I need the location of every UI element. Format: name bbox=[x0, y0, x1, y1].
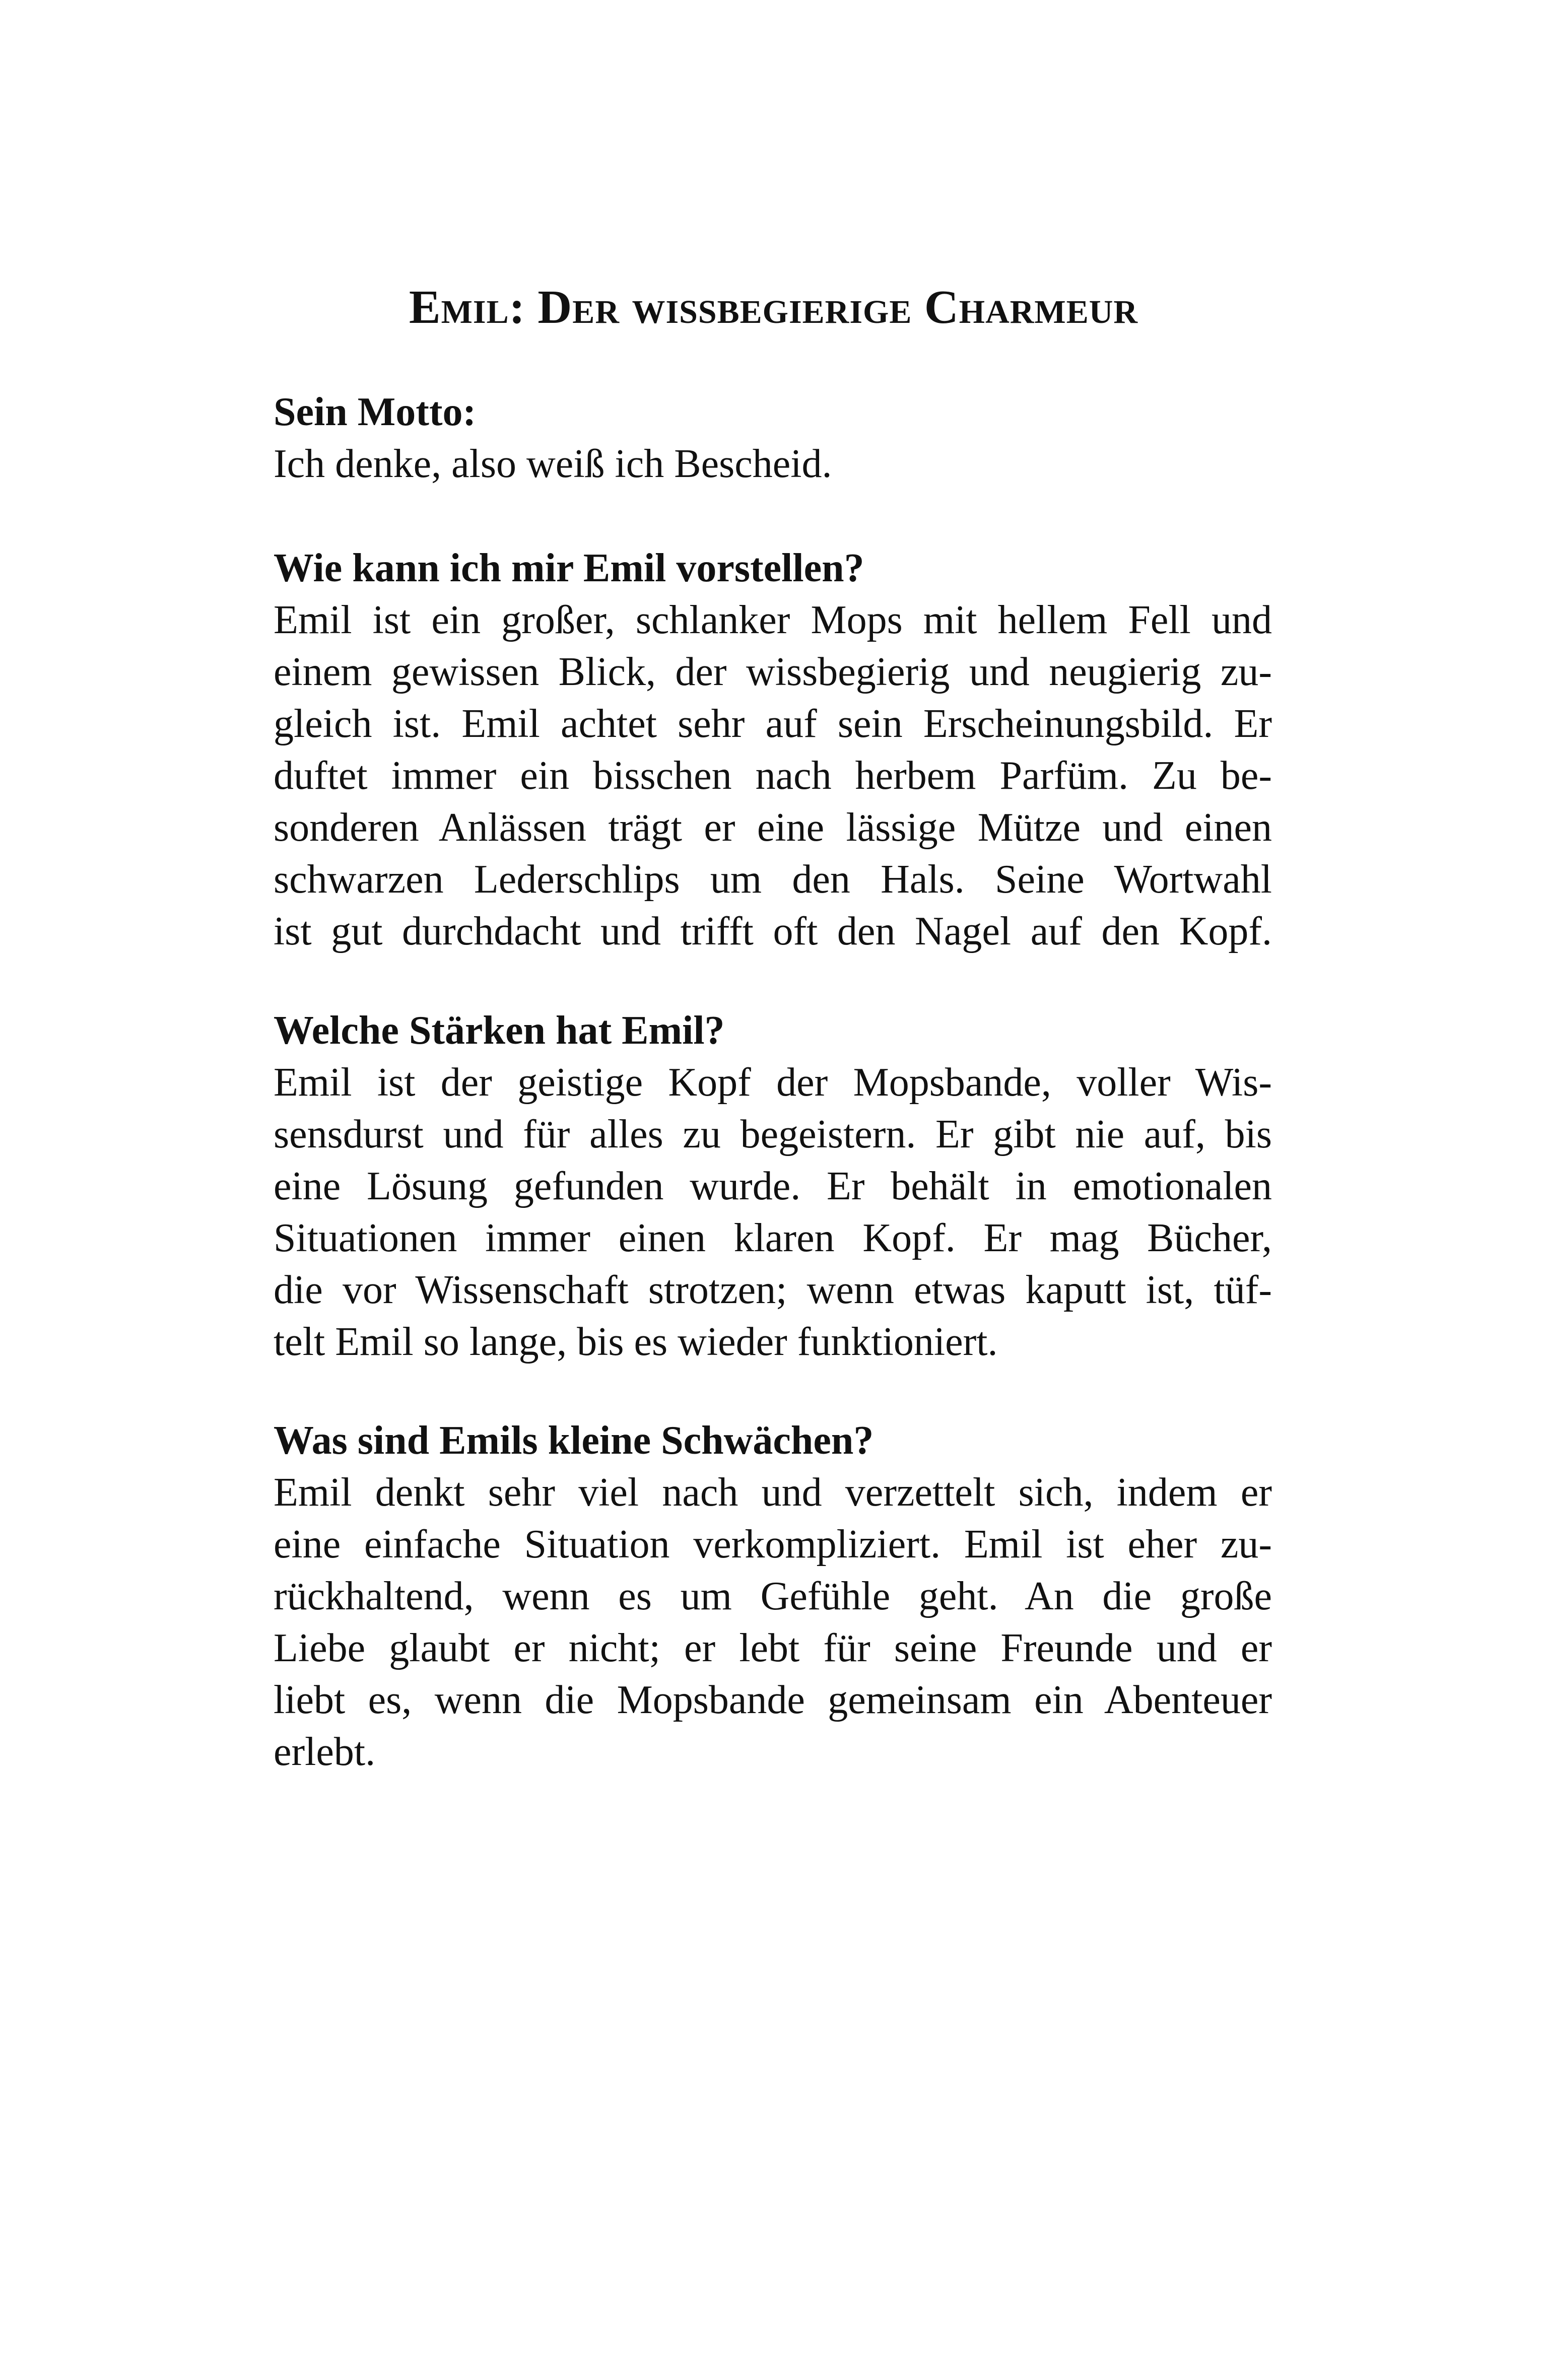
section-heading: Wie kann ich mir Emil vorstellen? bbox=[274, 546, 864, 590]
text-line: sonderen Anlässen trägt er eine lässige Mütze und einen bbox=[274, 805, 1272, 850]
text-line: die vor Wissenschaft strotzen; wenn etwas kaputt ist, tüf- bbox=[274, 1268, 1272, 1312]
text-line: sensdurst und für alles zu begeistern. Er gibt nie auf, bis bbox=[274, 1112, 1272, 1157]
section-motto bbox=[274, 386, 1272, 490]
text-line: schwarzen Lederschlips um den Hals. Seine Wortwahl bbox=[274, 857, 1272, 902]
text-line: duftet immer ein bisschen nach herbem Parfüm. Zu be- bbox=[274, 754, 1272, 798]
text-line: Ich denke, also weiß ich Bescheid. bbox=[274, 442, 832, 486]
text-line: rückhaltend, wenn es um Gefühle geht. An die große bbox=[274, 1574, 1272, 1618]
text-line: Liebe glaubt er nicht; er lebt für seine Freunde und er bbox=[274, 1626, 1272, 1670]
text-line: eine einfache Situation verkompliziert. Emil ist eher zu- bbox=[274, 1522, 1272, 1567]
section-weaknesses bbox=[274, 1415, 1272, 1778]
text-line: Emil denkt sehr viel nach und verzettelt sich, indem er bbox=[274, 1470, 1272, 1515]
text-line: gleich ist. Emil achtet sehr auf sein Erscheinungsbild. Er bbox=[274, 702, 1272, 746]
text-line: erlebt. bbox=[274, 1730, 376, 1774]
text-line: Emil ist der geistige Kopf der Mopsbande, voller Wis- bbox=[274, 1060, 1272, 1105]
page-title: Emil: Der wissbegierige Charmeur bbox=[409, 281, 1138, 333]
text-line: liebt es, wenn die Mopsbande gemeinsam ein Abenteuer bbox=[274, 1678, 1272, 1722]
section-appearance bbox=[274, 542, 1272, 958]
text-line: Situationen immer einen klaren Kopf. Er mag Bücher, bbox=[274, 1216, 1272, 1260]
text-line: telt Emil so lange, bis es wieder funktioniert. bbox=[274, 1320, 998, 1364]
section-heading: Welche Stärken hat Emil? bbox=[274, 1008, 725, 1053]
text-line: Emil ist ein großer, schlanker Mops mit hellem Fell und bbox=[274, 598, 1272, 642]
text-line: einem gewissen Blick, der wissbegierig und neugierig zu- bbox=[274, 650, 1272, 694]
section-heading: Was sind Emils kleine Schwächen? bbox=[274, 1418, 874, 1463]
section-strengths bbox=[274, 1005, 1272, 1368]
section-heading: Sein Motto: bbox=[274, 390, 477, 434]
text-line: ist gut durchdacht und trifft oft den Nagel auf den Kopf. bbox=[274, 909, 1272, 954]
text-line: eine Lösung gefunden wurde. Er behält in emotionalen bbox=[274, 1164, 1272, 1208]
